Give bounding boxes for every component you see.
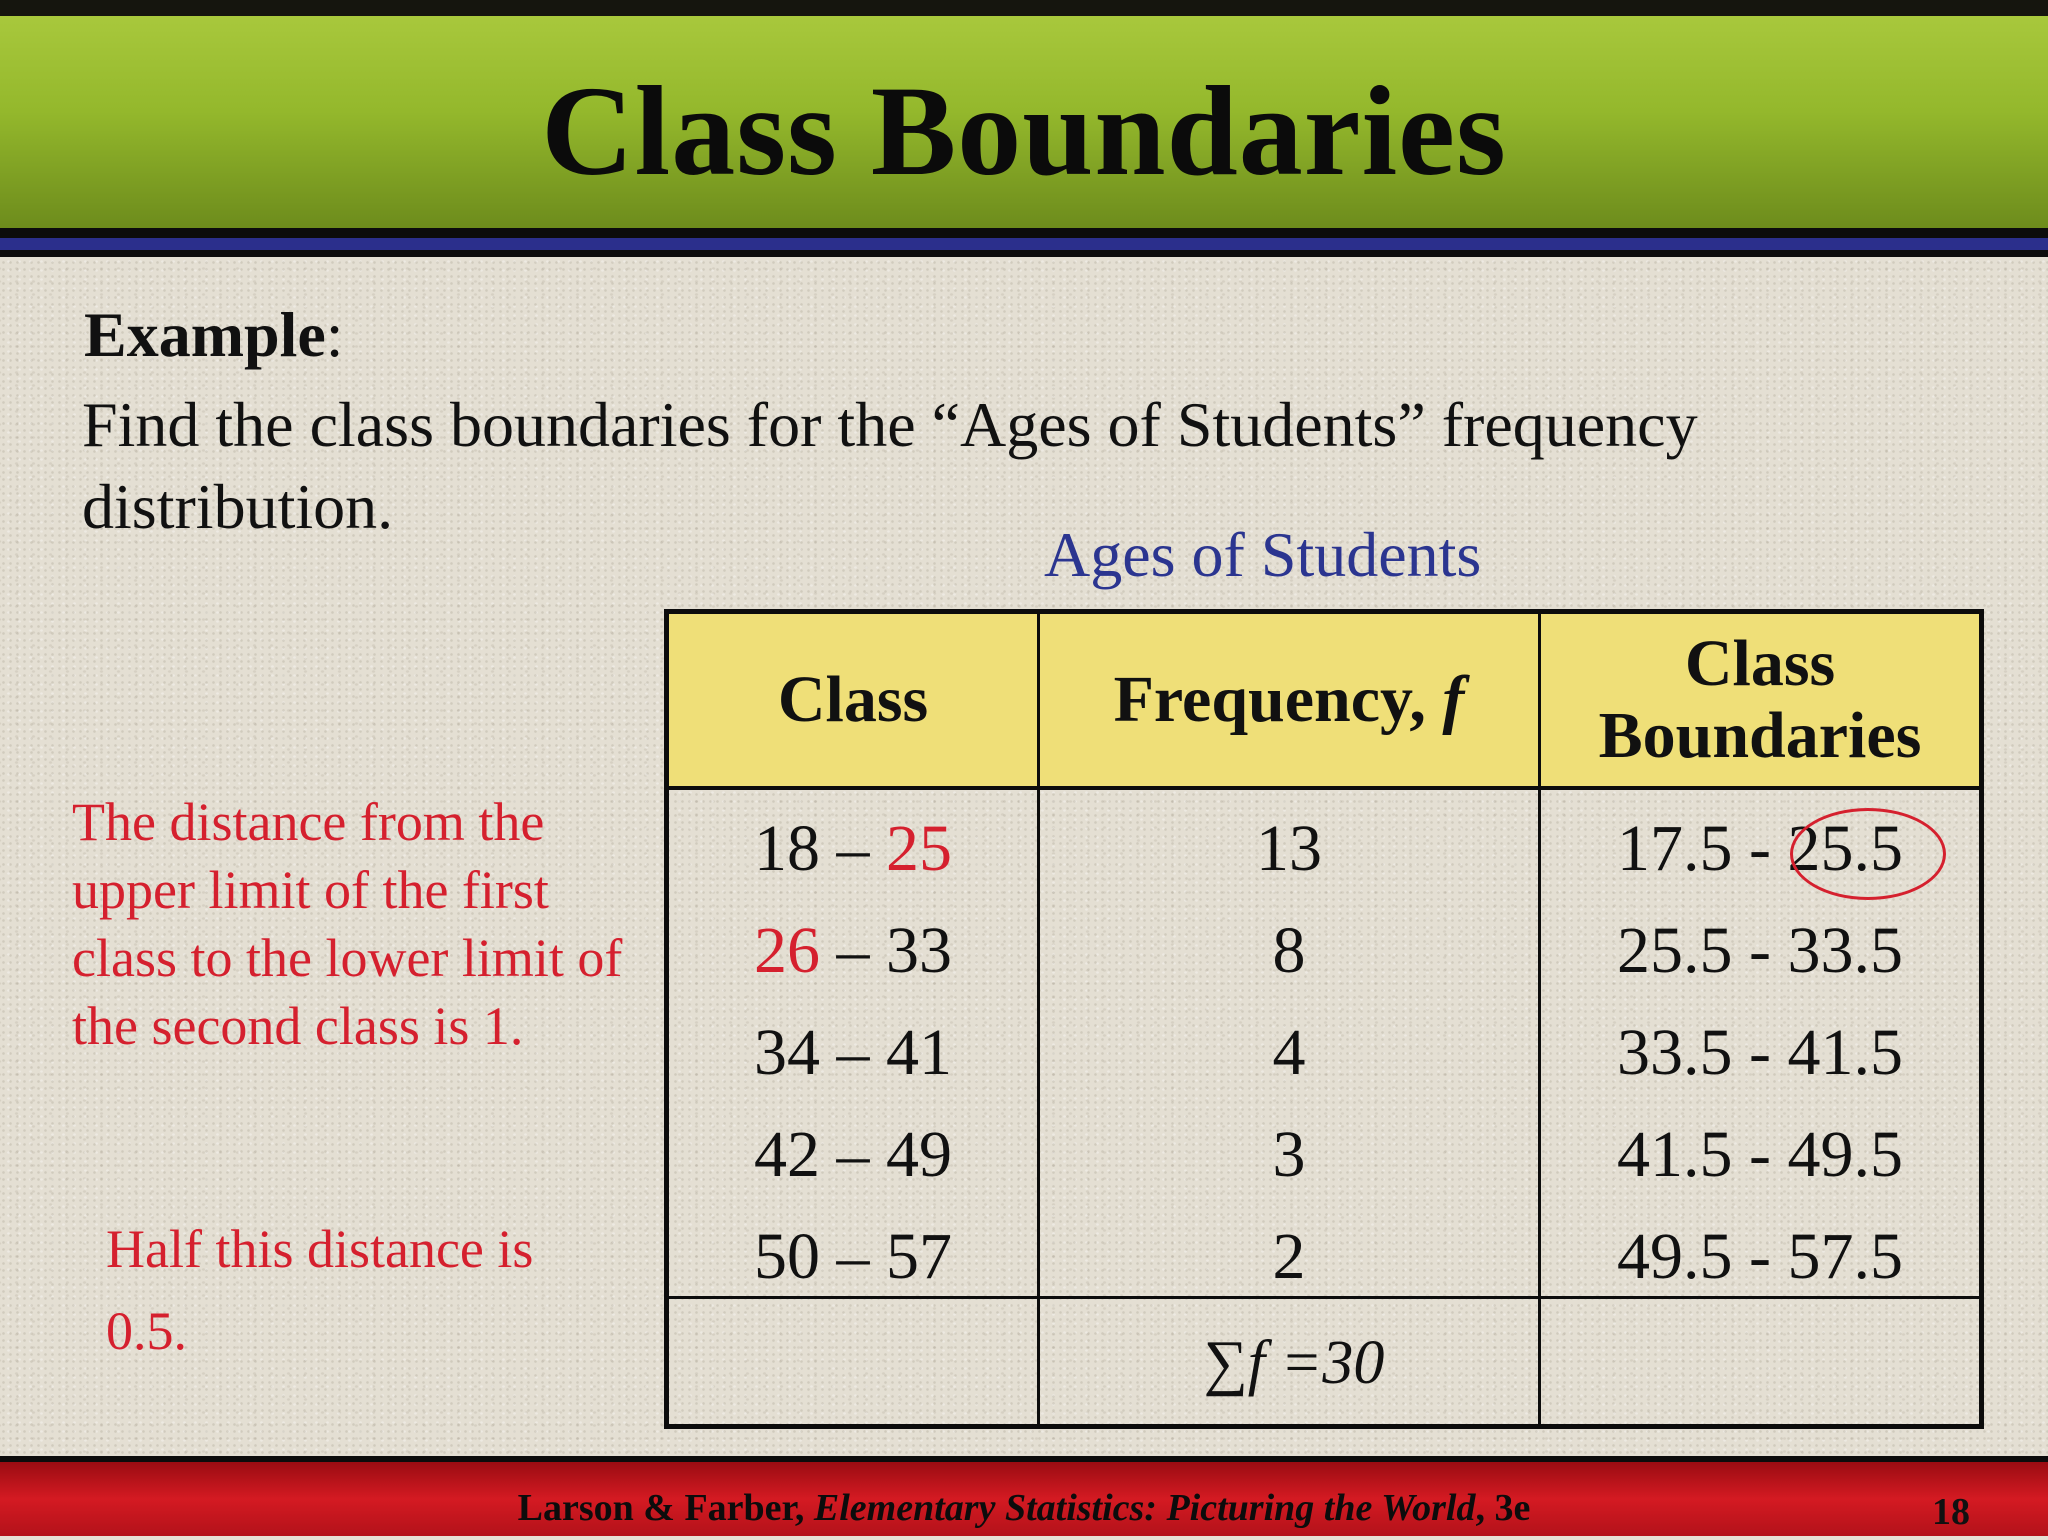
class-dash: – (836, 914, 870, 987)
distance-note: The distance from the upper limit of the first class to the lower limit of the second class is 1. (72, 792, 623, 1056)
example-colon: : (325, 299, 344, 370)
header-frequency (1040, 614, 1538, 786)
frequency-sum (1034, 1318, 1554, 1408)
class-dash: – (836, 1220, 870, 1293)
table-row-frequency: 13 (1256, 812, 1322, 885)
class-upper-limit: 41 (886, 1016, 952, 1089)
example-description: Find the class boundaries for the “Ages of Students” frequency distribution. (82, 389, 1698, 542)
class-lower-limit-highlight: 26 (754, 914, 820, 987)
table-row-class (669, 1003, 1037, 1103)
table-row-boundaries: 41.5 - 49.5 (1617, 1118, 1903, 1191)
table-row-boundaries: 49.5 - 57.5 (1617, 1220, 1903, 1293)
page-number: 18 (1932, 1491, 1970, 1533)
footer-book-title: Elementary Statistics: Picturing the World (813, 1487, 1476, 1529)
table-row-class (669, 1207, 1037, 1307)
table-row-class (669, 901, 1037, 1001)
highlight-circle (1790, 808, 1946, 900)
class-dash: – (836, 1016, 870, 1089)
example-heading (84, 295, 344, 375)
frequency-table (664, 609, 1984, 1429)
class-upper-limit: 49 (886, 1118, 952, 1191)
table-caption: Ages of Students (1044, 519, 1482, 590)
table-row-boundaries: 17.5 - 25.5 (1617, 812, 1903, 885)
class-lower-limit: 50 (754, 1220, 820, 1293)
header-frequency-label: Frequency, (1113, 663, 1426, 736)
header-boundaries-line1: Class (1684, 627, 1836, 700)
divider (0, 238, 2048, 250)
table-row-frequency: 8 (1272, 914, 1306, 987)
footer-authors: Larson & Farber, (517, 1487, 805, 1529)
table-row-class (669, 799, 1037, 899)
class-upper-limit-highlight: 25 (886, 812, 952, 885)
class-dash: – (836, 812, 870, 885)
top-strip (0, 0, 2048, 16)
header-boundaries-line2: Boundaries (1598, 699, 1922, 772)
example-label: Example (84, 299, 326, 370)
table-row-class (669, 1105, 1037, 1205)
class-lower-limit: 34 (754, 1016, 820, 1089)
class-upper-limit: 57 (886, 1220, 952, 1293)
class-dash: – (836, 1118, 870, 1191)
header-class-boundaries (1541, 614, 1979, 786)
sum-label: ∑f =30 (1203, 1329, 1385, 1397)
class-upper-limit: 33 (886, 914, 952, 987)
divider (0, 228, 2048, 238)
slide-title: Class Boundaries (541, 60, 1507, 202)
table-row-boundaries: 33.5 - 41.5 (1617, 1016, 1903, 1089)
class-lower-limit: 18 (754, 812, 820, 885)
header-class: Class (777, 663, 929, 736)
half-distance-note: Half this distance is 0.5. (106, 1219, 534, 1361)
header-frequency-symbol: f (1442, 663, 1465, 736)
class-lower-limit: 42 (754, 1118, 820, 1191)
divider (0, 250, 2048, 257)
table-row-frequency: 4 (1272, 1016, 1306, 1089)
footer-edition: , 3e (1475, 1487, 1531, 1529)
footer-citation (0, 1480, 2048, 1536)
table-row-frequency: 3 (1272, 1118, 1306, 1191)
table-row-boundaries: 25.5 - 33.5 (1617, 914, 1903, 987)
table-row-frequency: 2 (1272, 1220, 1306, 1293)
